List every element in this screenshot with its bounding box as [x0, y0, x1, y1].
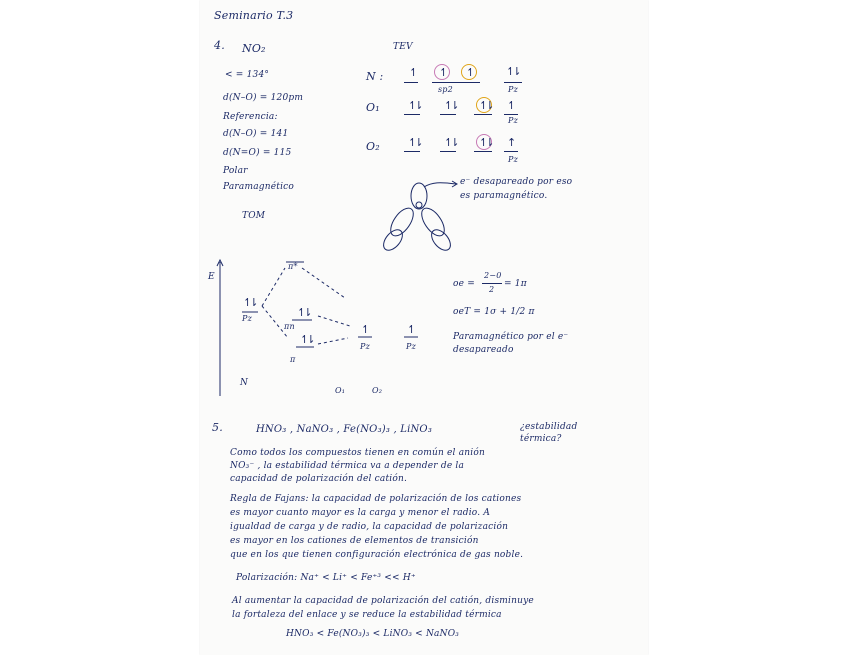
- bond-order-total: oeT = 1σ + 1/2 π: [453, 307, 535, 317]
- paragraph-line: NO₃⁻ , la estabilidad térmica va a depender de la: [230, 461, 465, 471]
- notebook-page: [200, 0, 648, 655]
- correlation-line: [318, 338, 348, 344]
- n-pz-label: Pz: [242, 314, 252, 323]
- electron-pair: ↿⇂: [408, 99, 421, 112]
- paragraph-line: Regla de Fajans: la capacidad de polarización de los cationes: [230, 494, 522, 504]
- paramagnetic-note-line1: Paramagnético por el e⁻: [453, 332, 569, 342]
- electron-pair: ↿⇂: [444, 136, 457, 149]
- paragraph-line: igualdad de carga y de radio, la capacidad de polarización: [230, 522, 509, 532]
- electron-arrow: ↿: [439, 66, 446, 79]
- row-n-atom: N :: [366, 70, 384, 83]
- electron-pair: ↿⇂: [297, 306, 310, 319]
- polarization-order: Polarización: Na⁺ < Li⁺ < Fe⁺³ << H⁺: [236, 573, 416, 583]
- orbital-lobe: [380, 226, 406, 253]
- molecule-label: NO₂: [242, 42, 266, 55]
- conclusion-line1: Al aumentar la capacidad de polarización del catión, disminuye: [232, 596, 534, 606]
- electron-arrow: ↿: [507, 99, 514, 112]
- n-atom-label: N: [240, 378, 249, 388]
- electron-pair: ↿⇂: [408, 136, 421, 149]
- tom-label: TOM: [242, 211, 266, 221]
- bond-order-denominator: 2: [489, 285, 495, 294]
- orbital-lobe: [428, 226, 454, 253]
- electron-pair: ↿⇂: [300, 333, 313, 346]
- paramagnetic-label: Paramagnético: [223, 182, 295, 192]
- electron-pair: ↿⇂: [479, 136, 492, 149]
- correlation-line: [302, 268, 345, 298]
- bond-order-numerator: 2−0: [484, 271, 502, 280]
- paramagnetic-note-line2: desapareado: [453, 345, 514, 355]
- o2-atom-label: O₂: [372, 386, 383, 395]
- pz-label: Pz: [508, 85, 518, 94]
- electron-arrow: ↿: [361, 323, 368, 336]
- bond-length: d(N–O) = 120pm: [223, 93, 304, 103]
- conclusion-line2: la fortaleza del enlace y se reduce la estabilidad térmica: [232, 610, 502, 620]
- bond-order-prefix: oe =: [453, 279, 475, 289]
- tev-label: TEV: [393, 42, 413, 52]
- question-4-number: 4.: [214, 39, 225, 52]
- note-arrow: [424, 183, 456, 187]
- question-5-number: 5.: [212, 421, 223, 434]
- polar-label: Polar: [223, 166, 248, 176]
- electron-pair: ↿⇂: [444, 99, 457, 112]
- o2-pz-label: Pz: [406, 342, 416, 351]
- reference-single-bond: d(N–O) = 141: [223, 129, 289, 139]
- electron-pair: ↿⇂: [506, 65, 519, 78]
- row-o2-atom: O₂: [366, 140, 380, 153]
- stability-order: HNO₃ < Fe(NO₃)₃ < LiNO₃ < NaNO₃: [286, 629, 460, 639]
- paragraph-line: es mayor en los cationes de elementos de transición: [230, 536, 479, 546]
- electron-arrow: ↿: [409, 66, 416, 79]
- sp2-label: sp2: [438, 85, 453, 94]
- paragraph-line: que en los que tienen configuración electrónica de gas noble.: [230, 550, 524, 560]
- stability-question: ¿estabilidad térmica?: [520, 422, 578, 444]
- fraction-bar: [482, 283, 502, 284]
- correlation-line: [262, 268, 285, 306]
- bond-angle: < = 134°: [225, 70, 270, 80]
- pz-label: Pz: [508, 116, 518, 125]
- electron-arrow: ↿: [407, 323, 414, 336]
- o1-atom-label: O₁: [335, 386, 346, 395]
- orbital-center: [416, 202, 422, 208]
- pz-label: Pz: [508, 155, 518, 164]
- orbital-lobe: [417, 204, 448, 239]
- compounds-list: HNO₃ , NaNO₃ , Fe(NO₃)₃ , LiNO₃: [256, 424, 433, 435]
- pi-n-label: πn: [284, 322, 295, 331]
- correlation-line: [318, 316, 350, 326]
- energy-label: E: [208, 272, 215, 282]
- paragraph-line: Como todos los compuestos tienen en común el anión: [230, 448, 485, 458]
- paragraph-line: capacidad de polarización del catión.: [230, 474, 408, 484]
- paragraph-line: es mayor cuanto mayor es la carga y menor el radio. A: [230, 508, 491, 518]
- pi-label: π: [290, 355, 296, 364]
- unpaired-note-line1: e⁻ desapareado por eso: [460, 177, 573, 187]
- unpaired-note-line2: es paramagnético.: [460, 191, 548, 201]
- reference-label: Referencia:: [223, 112, 278, 122]
- electron-pair: ↿⇂: [479, 99, 492, 112]
- o1-pz-label: Pz: [360, 342, 370, 351]
- electron-arrow: ↑: [507, 136, 514, 149]
- page-title: Seminario T.3: [214, 9, 294, 22]
- reference-double-bond: d(N=O) = 115: [223, 148, 292, 158]
- pi-star-label: π*: [288, 262, 298, 271]
- bond-order-result: = 1π: [504, 279, 527, 289]
- electron-arrow: ↿: [466, 66, 473, 79]
- electron-pair: ↿⇂: [243, 296, 256, 309]
- row-o1-atom: O₁: [366, 101, 380, 114]
